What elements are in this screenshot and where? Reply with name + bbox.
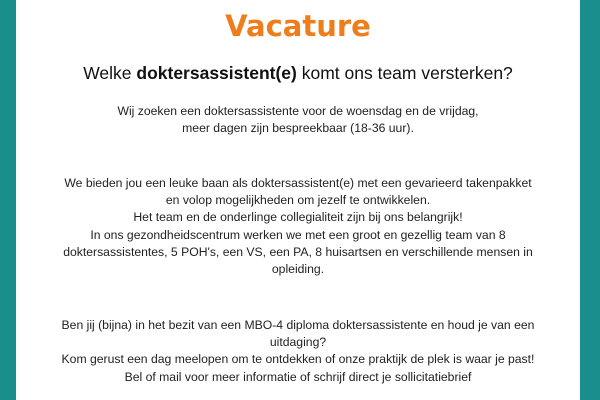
- subtitle-role: doktersassistent(e): [136, 63, 297, 83]
- paragraph-line: Wij zoeken een doktersassistente voor de woensdag en de vrijdag,: [117, 104, 479, 118]
- paragraph-intro: [16, 103, 580, 137]
- paragraph-line: opleiding.: [271, 262, 325, 277]
- subtitle-suffix: komt ons team versterken?: [296, 63, 513, 83]
- paragraph-line: en volop mogelijkheden om jezelf te ontwikkelen.: [165, 193, 431, 208]
- paragraph-requirements: [16, 317, 580, 386]
- paragraph-offer: [16, 175, 580, 278]
- paragraph-line: doktersassistentes, 5 POH's, een VS, een PA, 8 huisartsen en verschillende mensen in: [63, 244, 533, 259]
- paragraph-line: Kom gerust een dag meelopen om te ontdekken of onze praktijk de plek is waar je past!: [61, 352, 535, 367]
- paragraph-line: Ben jij (bijna) in het bezit van een MBO-4 diploma doktersassistente en houd je van een: [61, 318, 535, 332]
- subtitle: [16, 60, 580, 86]
- paragraph-line: In ons gezondheidscentrum werken we met een groot en gezellig team van 8: [90, 227, 506, 242]
- page-title: Vacature: [225, 9, 371, 43]
- paragraph-line: uitdaging?: [269, 335, 327, 350]
- paragraph-line: Bel of mail voor meer informatie of schrijf direct je sollicitatiebrief: [124, 369, 472, 384]
- subtitle-prefix: Welke: [83, 63, 137, 83]
- vacancy-poster: [16, 0, 580, 400]
- paragraph-line: Het team en de onderlinge collegialiteit zijn bij ons belangrijk!: [133, 210, 463, 225]
- paragraph-line: meer dagen zijn bespreekbaar (18-36 uur).: [182, 121, 414, 136]
- paragraph-line: We bieden jou een leuke baan als doktersassistent(e) met een gevarieerd takenpakket: [64, 176, 532, 190]
